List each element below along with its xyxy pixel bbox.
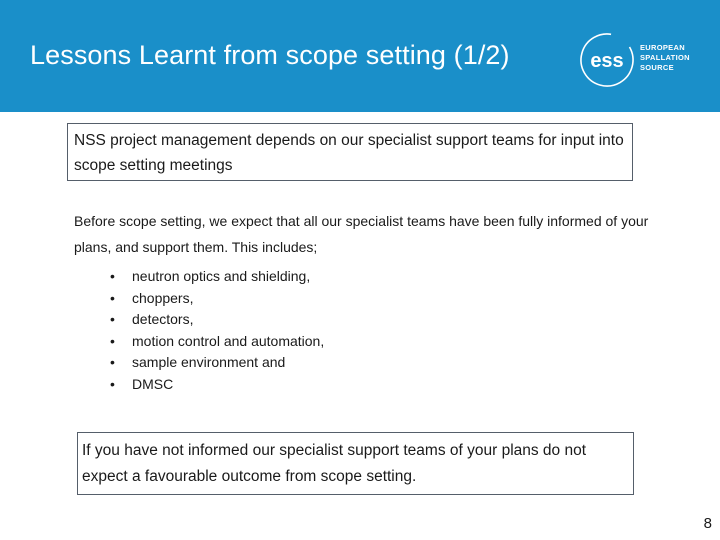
logo-line: SPALLATION (640, 53, 690, 62)
top-callout-box (67, 123, 633, 181)
bullet-icon: • (110, 289, 115, 306)
logo-line: EUROPEAN (640, 43, 685, 52)
bottom-callout-text: If you have not informed our specialist support teams of your plans do not expect a favourable outcome from scope setting. (82, 442, 587, 485)
team-list (110, 266, 324, 396)
list-item-text: sample environment and (132, 354, 286, 371)
list-item (110, 374, 324, 396)
bullet-icon: • (110, 268, 115, 284)
list-item (110, 331, 324, 353)
intro-paragraph: Before scope setting, we expect that all our specialist teams have been fully informed of your plans, and support them. This includes; (74, 213, 649, 255)
list-item (110, 266, 324, 288)
list-item-text: choppers, (132, 289, 194, 306)
list-item (110, 288, 324, 310)
logo-line: SOURCE (640, 63, 674, 72)
list-item-text: detectors, (132, 311, 194, 328)
page-number: 8 (703, 515, 712, 532)
bottom-callout-box (77, 432, 634, 495)
top-callout-text: NSS project management depends on our specialist support teams for input into scope setting meetings (74, 132, 624, 174)
list-item (110, 309, 324, 331)
list-item (110, 352, 324, 374)
bullet-icon: • (110, 354, 115, 371)
bullet-icon: • (110, 375, 115, 392)
bullet-icon: • (110, 311, 115, 328)
list-item-text: motion control and automation, (132, 332, 325, 349)
bullet-icon: • (110, 332, 115, 349)
list-item-text: neutron optics and shielding, (132, 268, 311, 284)
header-banner (0, 0, 720, 112)
logo-mark: ess (590, 50, 624, 72)
logo-wordmark (640, 43, 690, 73)
list-item-text: DMSC (132, 375, 174, 392)
slide-title: Lessons Learnt from scope setting (1/2) (30, 40, 510, 70)
